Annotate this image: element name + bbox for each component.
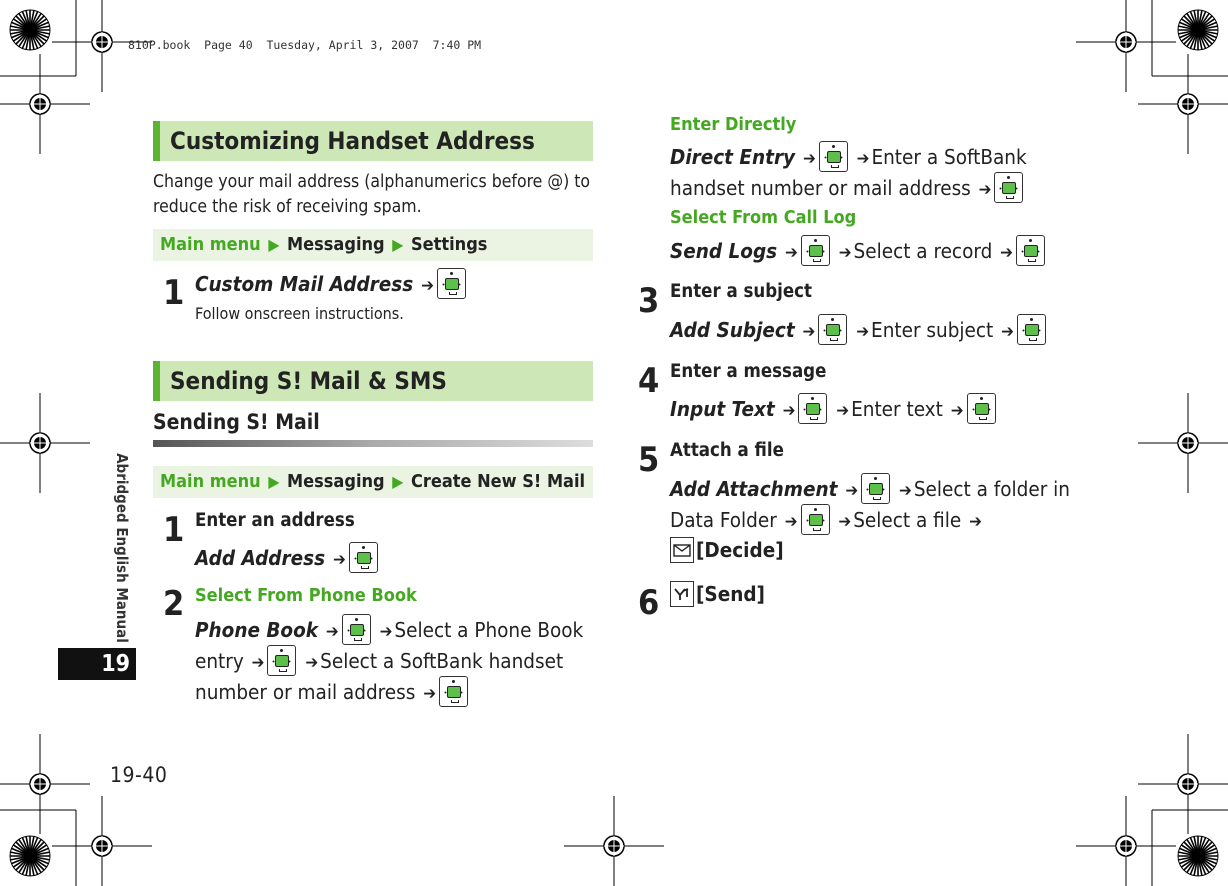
arrow-icon: ➔: [836, 401, 850, 421]
menu-path-settings: [153, 229, 593, 261]
step-number: 3: [638, 281, 660, 321]
step-operation: [670, 504, 984, 538]
side-label: [110, 448, 134, 648]
step-number: 5: [638, 440, 660, 480]
step-number: 4: [638, 361, 660, 401]
operation-text: Select a SoftBank handset: [320, 649, 564, 673]
arrow-icon: ➔: [423, 684, 437, 704]
arrow-icon: ➔: [802, 322, 816, 342]
center-key-icon: [349, 542, 378, 573]
center-key-icon: [994, 172, 1023, 203]
operation-text: Select a file: [853, 508, 962, 532]
step-operation: [670, 473, 1070, 507]
step-number: 1: [163, 273, 185, 313]
option-label: Select From Call Log: [670, 207, 857, 228]
center-key-icon: [439, 676, 468, 707]
section-title-sending: Sending S! Mail & SMS: [153, 361, 593, 401]
center-key-icon: [267, 645, 296, 676]
step-operation: [195, 676, 469, 710]
center-key-icon: [801, 504, 830, 535]
center-key-icon: [798, 393, 827, 424]
center-key-icon: [818, 314, 847, 345]
arrow-icon: ➔: [845, 481, 859, 501]
step-title: Enter a subject: [670, 281, 812, 302]
page-number: 19-40: [110, 763, 168, 787]
section-title-customizing: Customizing Handset Address: [153, 121, 593, 161]
subsection-rule: [153, 440, 593, 447]
yahoo-key-icon: [670, 581, 694, 607]
step-title: Enter an address: [195, 510, 355, 531]
operation-text: Select a record: [853, 239, 993, 263]
center-key-icon: [861, 473, 890, 504]
operation-text: Enter subject: [871, 318, 994, 342]
operation-text: Select a Phone Book: [394, 618, 584, 642]
operation-text: Data Folder: [670, 508, 777, 532]
center-key-icon: [437, 268, 466, 299]
decide-label: [Decide]: [696, 538, 784, 562]
center-key-icon: [1016, 235, 1045, 266]
operation-label: Add Attachment: [670, 477, 838, 501]
side-label-text: Abridged English Manual: [113, 453, 131, 643]
operation-text: Enter text: [851, 397, 943, 421]
step-title: Attach a file: [670, 440, 784, 461]
triangle-icon: ▶: [392, 235, 404, 254]
arrow-icon: ➔: [332, 550, 346, 570]
step-number: 6: [638, 583, 660, 623]
center-key-icon: [819, 141, 848, 172]
operation-text: number or mail address: [195, 680, 416, 704]
option-label: Select From Phone Book: [195, 585, 417, 606]
arrow-icon: ➔: [950, 401, 964, 421]
center-key-icon: [342, 614, 371, 645]
arrow-icon: ➔: [379, 622, 393, 642]
send-label: [Send]: [696, 582, 765, 606]
operation-text: Enter a SoftBank: [871, 145, 1027, 169]
operation-label: Add Address: [195, 546, 326, 570]
triangle-icon: ▶: [268, 235, 280, 254]
operation-label: Send Logs: [670, 239, 778, 263]
arrow-icon: ➔: [325, 622, 339, 642]
print-header: 810P.book Page 40 Tuesday, April 3, 2007 7:40 PM: [128, 38, 482, 52]
operation-label: Add Subject: [670, 318, 795, 342]
section-description: [153, 170, 590, 220]
step-operation: [195, 268, 467, 302]
arrow-icon: ➔: [802, 149, 816, 169]
arrow-icon: ➔: [838, 243, 852, 263]
arrow-icon: ➔: [785, 243, 798, 263]
operation-label: Direct Entry: [670, 145, 796, 169]
arrow-icon: ➔: [782, 401, 796, 421]
arrow-icon: ➔: [1001, 322, 1014, 342]
path-settings: Settings: [410, 234, 488, 255]
step-operation: [670, 579, 765, 610]
step-title: Enter a message: [670, 361, 827, 382]
arrow-icon: ➔: [305, 653, 319, 673]
arrow-icon: ➔: [978, 180, 992, 200]
step-number: 1: [163, 510, 185, 550]
triangle-icon: ▶: [392, 472, 404, 491]
operation-text: entry: [195, 649, 244, 673]
path-messaging: Messaging: [287, 234, 385, 255]
center-key-icon: [801, 235, 830, 266]
step-operation: [195, 614, 583, 648]
description-line: Change your mail address (alphanumerics before @) to: [153, 172, 591, 192]
arrow-icon: ➔: [838, 512, 852, 532]
arrow-icon: ➔: [1000, 243, 1013, 263]
operation-label: Input Text: [670, 397, 775, 421]
operation-text: Select a folder in: [913, 477, 1070, 501]
operation-text: handset number or mail address: [670, 176, 971, 200]
chapter-tab: 19: [58, 648, 136, 680]
step-operation: [195, 542, 379, 576]
center-key-icon: [1017, 314, 1046, 345]
path-main-menu: Main menu: [160, 234, 261, 255]
step-operation: [670, 172, 1024, 206]
step-operation: [670, 314, 1047, 348]
operation-label: Phone Book: [195, 618, 319, 642]
arrow-icon: ➔: [969, 512, 982, 532]
step-operation: [670, 235, 1046, 269]
arrow-icon: ➔: [784, 512, 798, 532]
triangle-icon: ▶: [268, 472, 280, 491]
arrow-icon: ➔: [251, 653, 265, 673]
mail-key-icon: [670, 537, 694, 563]
path-main-menu: Main menu: [160, 471, 261, 492]
option-label: Enter Directly: [670, 114, 797, 135]
arrow-icon: ➔: [856, 149, 870, 169]
path-messaging: Messaging: [287, 471, 385, 492]
menu-path-create: [153, 466, 593, 498]
arrow-icon: ➔: [856, 322, 870, 342]
subsection-title: Sending S! Mail: [153, 410, 320, 434]
step-note: Follow onscreen instructions.: [195, 304, 404, 323]
arrow-icon: ➔: [421, 276, 434, 296]
step-number: 2: [163, 584, 185, 624]
description-line: reduce the risk of receiving spam.: [153, 197, 422, 217]
path-create-new: Create New S! Mail: [410, 471, 586, 492]
step-operation: [670, 141, 1027, 175]
step-operation: [195, 645, 563, 679]
operation-label: Custom Mail Address: [195, 272, 414, 296]
center-key-icon: [967, 393, 996, 424]
arrow-icon: ➔: [899, 481, 912, 501]
step-operation: [670, 393, 997, 427]
step-operation: [670, 535, 784, 566]
